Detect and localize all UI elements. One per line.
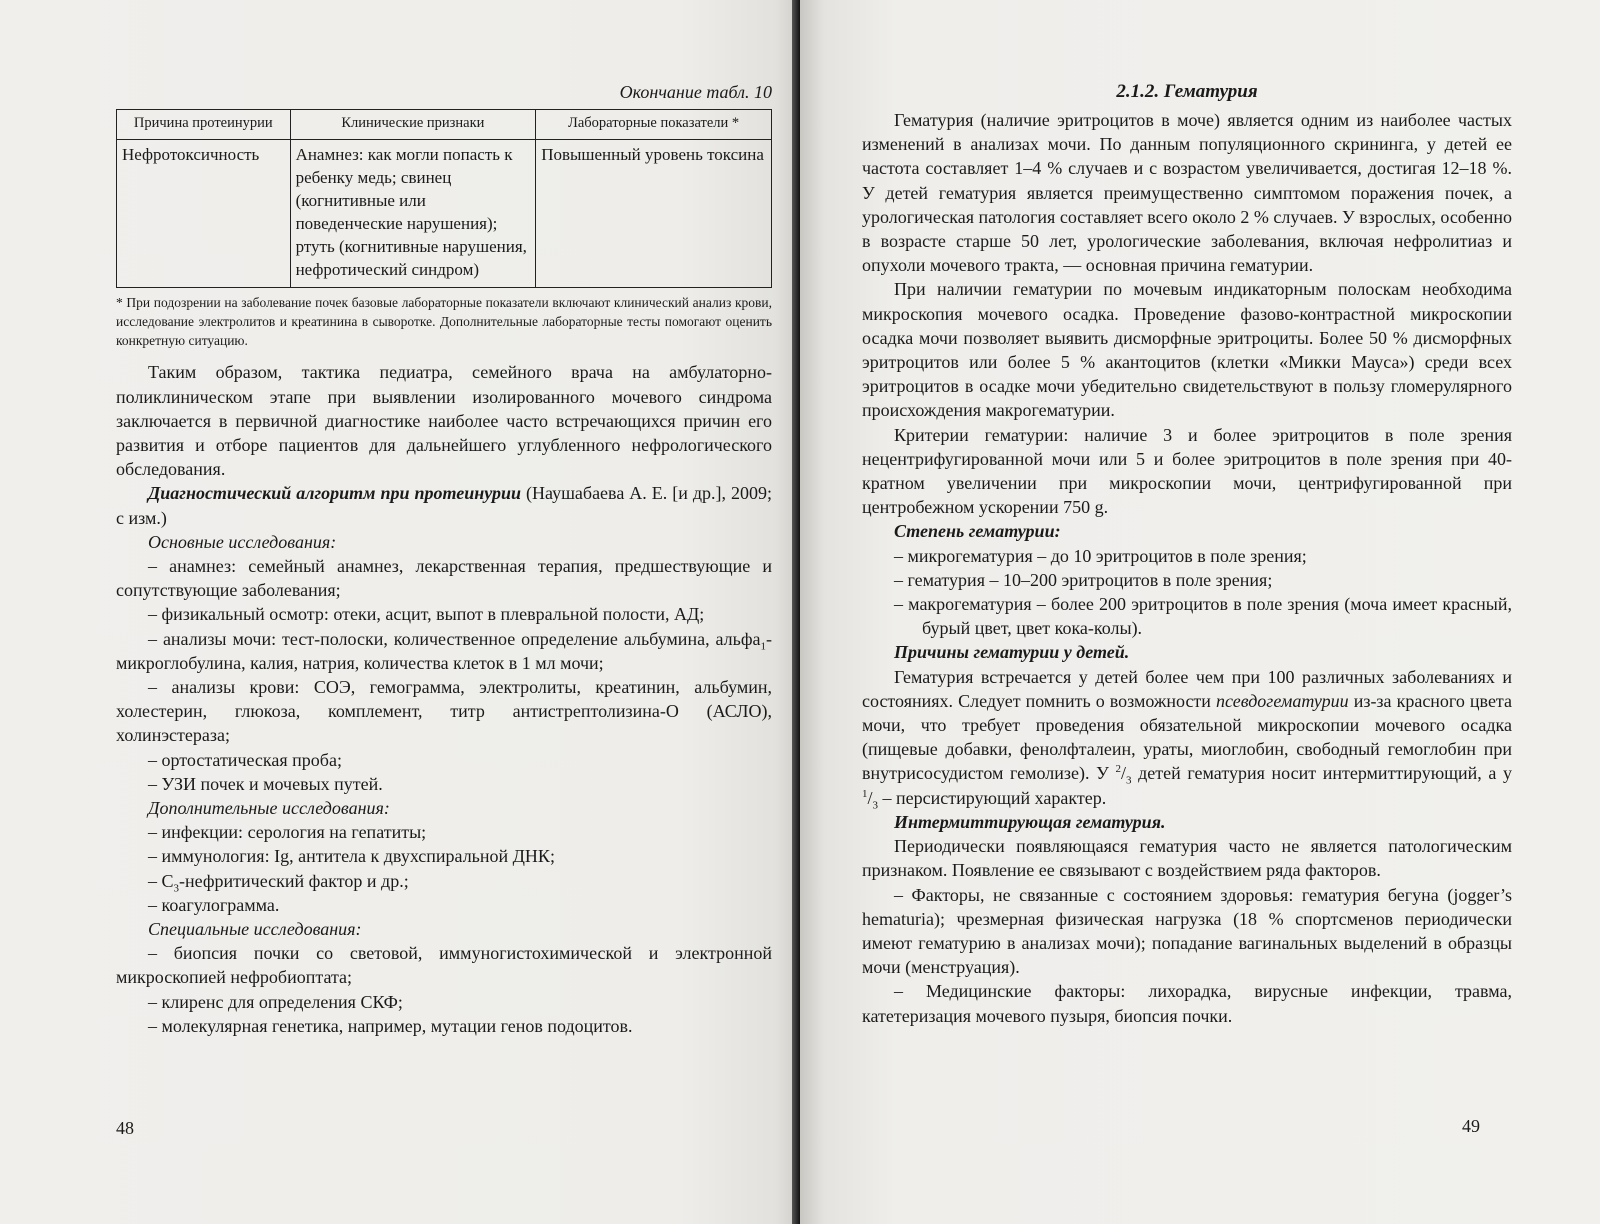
- causes-heading: Причины гематурии у детей.: [894, 642, 1130, 663]
- paragraph-nonhealth-factors: – Факторы, не связанные с состоянием здоровья: гематурия бегуна (jogger’s hematuria); чрезмерная физическая нагрузка (18 % спортсменов периодически имеют гематурию в анализах мочи); попадание вагинальных выделений в образцы мочи (менструация).: [862, 884, 1512, 978]
- fraction-denominator: 3: [1126, 775, 1132, 788]
- special-studies-heading: Специальные исследования:: [148, 919, 362, 940]
- section-title: 2.1.2. Гематурия: [1116, 81, 1258, 102]
- list-item: – инфекции: серология на гепатиты;: [148, 822, 427, 843]
- list-item: – клиренс для определения СКФ;: [148, 991, 403, 1012]
- fraction-numerator: 2: [1115, 763, 1121, 776]
- list-item-c3: [116, 869, 772, 893]
- paragraph-causes: Гематурия встречается у детей более чем при 100 различных заболеваниях и состояниях. Следует помнить о возможности псевдогематурии из-за красного цвета мочи, что требует проведения обязательной микроскопии мочевого осадка (пищевые добавки, фенолфталеин, ураты, миоглобин, свободный гемоглобин при внутрисосудистом гемолизе). У $^2/_3$ детей гематурия носит интермиттирующий, а у $^1/_3$ – персистирующий характер.: [862, 666, 1513, 812]
- list-item: – гематурия – 10–200 эритроцитов в поле зрения;: [894, 569, 1273, 590]
- paragraph-microscopy: При наличии гематурии по мочевым индикаторным полоскам необходима микроскопия мочевого осадка. Проведение фазово-контрастной микроскопии осадка мочи позволяет выявить дисморфные эритроциты. Более 50 % дисморфных эритроцитов или более 5 % акантоцитов (клетки «Микки Мауса») среди всех эритроцитов в осадке мочи убедительно свидетельствуют в пользу гломерулярного происхождения макрогематурии.: [862, 279, 1512, 421]
- list-item: – ортостатическая проба;: [148, 749, 342, 770]
- header-lab: Лабораторные показатели *: [536, 110, 772, 140]
- fraction-numerator: 1: [862, 787, 868, 800]
- header-clinical: Клинические признаки: [290, 110, 536, 140]
- list-item: – молекулярная генетика, например, мутации генов подоцитов.: [148, 1015, 633, 1036]
- algorithm-paragraph: [116, 481, 772, 529]
- causes-text-b: из-за красного цвета мочи, что требует проведения обязательной микроскопии мочевого осадка (пищевые добавки, фенолфталеин, ураты, миоглобин, свободный гемоглобин при внутрисосудистом гемолизе). У: [862, 690, 1513, 784]
- paragraph-medical-factors: – Медицинские факторы: лихорадка, вирусные инфекции, травма, катетеризация мочевого пузыря, биопсия почки.: [862, 981, 1512, 1026]
- basic-studies-heading: Основные исследования:: [148, 531, 337, 552]
- c3-text-b: -нефритический фактор и др.;: [179, 870, 409, 891]
- c3-subscript: 3: [173, 882, 180, 895]
- list-item: – коагулограмма.: [148, 894, 280, 915]
- algorithm-reference: (Наушабаева А. Е. [и др.], 2009; с изм.): [116, 483, 772, 528]
- page-number-left: 48: [116, 1118, 134, 1138]
- right-page-content: [862, 80, 1512, 1028]
- urine-subscript: 1: [760, 640, 766, 653]
- algorithm-title: Диагностический алгоритм при протеинурии: [148, 483, 522, 504]
- c3-text-a: – С: [148, 870, 174, 891]
- proteinuria-table: [116, 109, 772, 288]
- list-item: – макрогематурия – более 200 эритроцитов в поле зрения (моча имеет красный, бурый цвет, цвет кока-колы).: [894, 594, 1512, 639]
- table-caption: Окончание табл. 10: [619, 82, 772, 102]
- causes-text-d: – персистирующий характер.: [878, 787, 1107, 808]
- page-number-right: 49: [1462, 1116, 1480, 1136]
- extra-studies-heading: Дополнительные исследования:: [148, 798, 390, 818]
- urine-text-b: -микроглобулина, калия, натрия, количества клеток в 1 мл мочи;: [116, 628, 772, 673]
- degree-heading: Степень гематурии:: [894, 521, 1061, 542]
- intermittent-heading: Интермиттирующая гематурия.: [894, 811, 1166, 832]
- cell-lab: Повышенный уровень токсина: [536, 139, 772, 288]
- table-footnote: * При подозрении на заболевание почек базовые лабораторные показатели включают клинический анализ крови, исследование электролитов и креатинина в сыворотке. Дополнительные лабораторные тесты помогают оценить конкретную ситуацию.: [116, 295, 772, 348]
- list-item: – физикальный осмотр: отеки, асцит, выпот в плевральной полости, АД;: [148, 604, 705, 625]
- paragraph-summary: Таким образом, тактика педиатра, семейного врача на амбулаторно-поликлиническом этапе при выявлении изолированного мочевого синдрома заключается в первичной диагностике наиболее часто встречающихся причин его развития и отборе пациентов для дальнейшего углубленного нефрологического обследования.: [116, 362, 772, 480]
- urine-text-a: – анализы мочи: тест-полоски, количественное определение альбумина, альфа: [148, 628, 761, 649]
- header-cause: Причина протеинурии: [117, 110, 291, 140]
- causes-text-c: детей гематурия носит интермиттирующий, а у: [1131, 763, 1513, 784]
- paragraph-criteria: Критерии гематурии: наличие 3 и более эритроцитов в поле зрения нецентрифугированной мочи или 5 и более эритроцитов в поле зрения при 40-кратном увеличении при микроскопии мочи, центрифугированной при центробежном ускорении 750 g.: [862, 424, 1512, 518]
- paragraph-intermittent: Периодически появляющаяся гематурия часто не является патологическим признаком. Появление ее связывают с воздействием ряда факторов.: [862, 836, 1512, 881]
- list-item: – иммунология: Ig, антитела к двухспиральной ДНК;: [148, 846, 555, 867]
- list-item: – УЗИ почек и мочевых путей.: [148, 773, 383, 794]
- list-item: – анализы крови: СОЭ, гемограмма, электролиты, креатинин, альбумин, холестерин, глюкоза, комплемент, титр антистрептолизина-О (АСЛО), холинэстераза;: [116, 676, 772, 746]
- cell-clinical: Анамнез: как могли попасть к ребенку медь; свинец (когнитивные или поведенческие нарушения); ртуть (когнитивные нарушения, нефротический синдром): [290, 139, 536, 288]
- list-item: – микрогематурия – до 10 эритроцитов в поле зрения;: [894, 545, 1307, 566]
- paragraph-hematuria-intro: Гематурия (наличие эритроцитов в моче) является одним из наиболее частых изменений в анализах мочи. По данным популяционного скрининга, у детей ее частота составляет 1–4 % случаев и с возрастом увеличивается, достигая 12–18 %. У детей гематурия является преимущественно симптомом поражения почек, а урологическая патология составляет всего около 2 % случаев. У взрослых, особенно в возрасте старше 50 лет, урологические заболевания, включая нефролитиаз и опухоли мочевого тракта, — основная причина гематурии.: [862, 110, 1512, 276]
- table-row: [117, 139, 772, 288]
- table-header-row: [117, 110, 772, 140]
- list-item: – биопсия почки со световой, иммуногистохимической и электронной микроскопией нефробиоптата;: [116, 943, 772, 988]
- list-item: – анамнез: семейный анамнез, лекарственная терапия, предшествующие и сопутствующие заболевания;: [116, 555, 772, 601]
- list-item-urine: [116, 627, 772, 675]
- left-page-content: [116, 82, 772, 1038]
- cell-cause: Нефротоксичность: [117, 139, 291, 288]
- pseudohematuria-term: псевдогематурии: [1215, 690, 1349, 711]
- causes-text-a: Гематурия встречается у детей более чем при 100 различных заболеваниях и состояниях. Следует помнить о возможности: [862, 666, 1512, 711]
- fraction-denominator: 3: [872, 799, 879, 812]
